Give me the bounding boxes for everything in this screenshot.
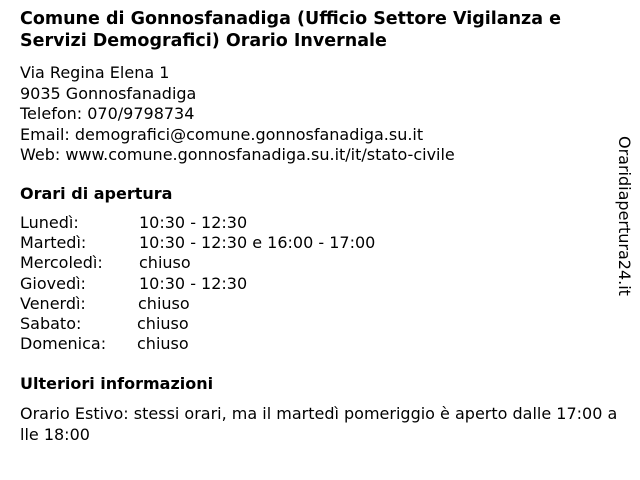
day-label: Domenica:	[20, 334, 107, 354]
additional-info-heading: Ulteriori informazioni	[20, 374, 214, 393]
time-value: chiuso	[137, 313, 189, 333]
opening-hours-heading: Orari di apertura	[20, 184, 173, 203]
time-value: 10:30 - 12:30	[139, 273, 248, 293]
city-postal: 9035 Gonnosfanadiga	[20, 83, 197, 103]
time-value: chiuso	[139, 253, 191, 273]
time-value: 10:30 - 12:30 e 16:00 - 17:00	[139, 233, 376, 253]
site-watermark: Oraridiapertura24.it	[615, 136, 634, 296]
page-title: Comune di Gonnosfanadiga (Ufficio Settore Vigilanza e Servizi Demografici) Orario Invernale	[20, 9, 561, 51]
website-url: Web: www.comune.gonnosfanadiga.su.it/it/stato-civile	[20, 145, 455, 164]
day-label: Lunedì:	[20, 213, 79, 232]
day-label: Giovedì:	[20, 273, 86, 293]
day-label: Martedì:	[20, 233, 87, 253]
email-address: Email: demografici@comune.gonnosfanadiga.su.it	[20, 124, 424, 144]
additional-info-text: Orario Estivo: stessi orari, ma il martedì pomeriggio è aperto dalle 17:00 alle 18:00	[20, 404, 618, 444]
day-label: Venerdì:	[20, 293, 86, 313]
time-value: chiuso	[138, 293, 190, 313]
phone-number: Telefon: 070/9798734	[20, 104, 195, 123]
day-label: Mercoledì:	[20, 253, 103, 273]
day-label: Sabato:	[20, 313, 82, 333]
time-value: 10:30 - 12:30	[139, 213, 248, 232]
time-value: chiuso	[137, 334, 189, 354]
contact-block	[20, 63, 455, 166]
street-address: Via Regina Elena 1	[20, 63, 170, 82]
